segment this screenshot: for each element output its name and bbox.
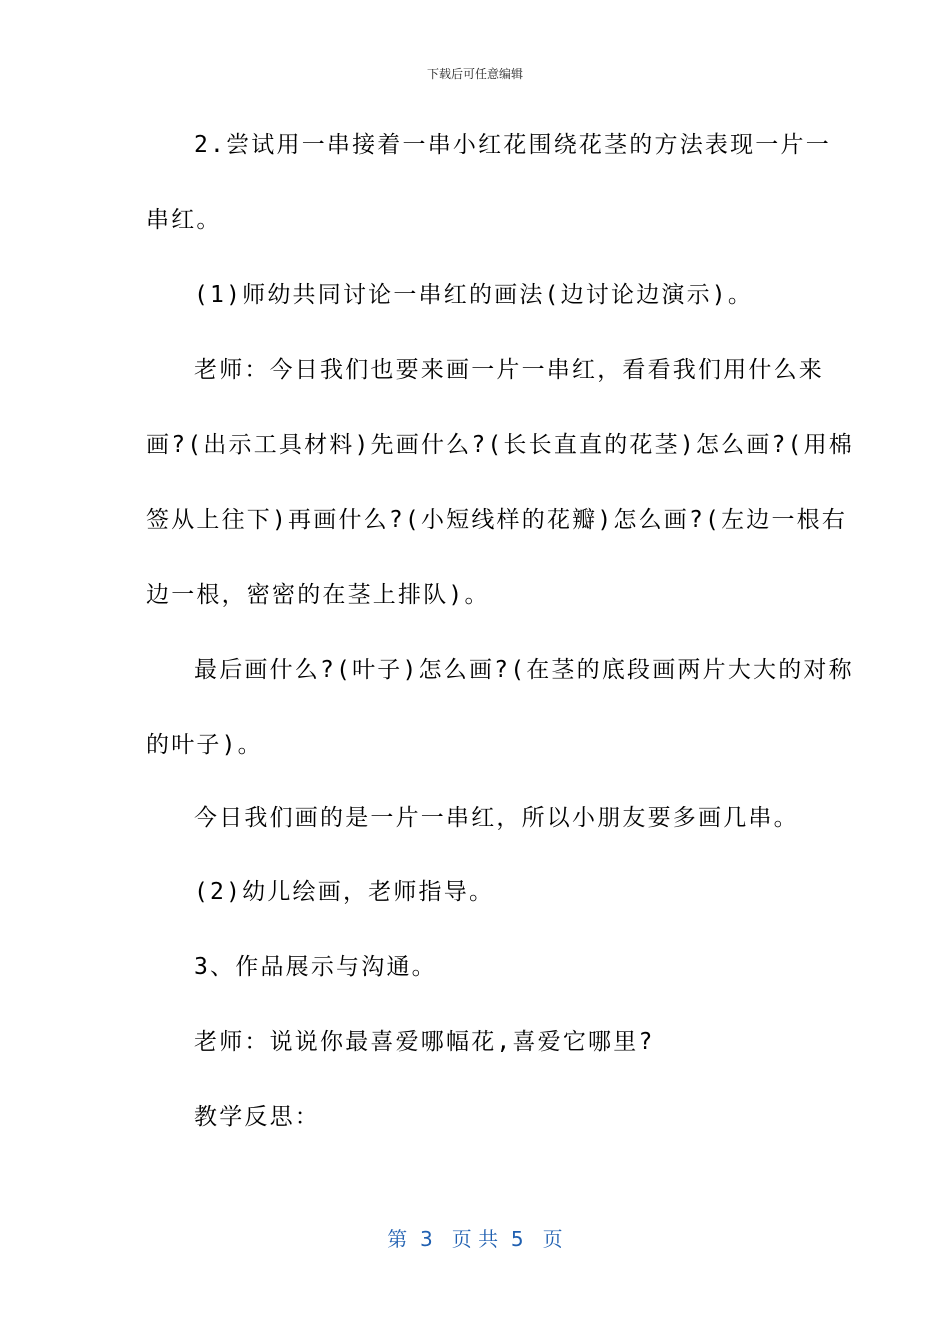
paragraph-line: 今日我们画的是一片一串红，所以小朋友要多画几串。 <box>194 805 799 831</box>
header-note: 下载后可任意编辑 <box>426 67 523 81</box>
paragraph-line: 签从上往下)再画什么?(小短线样的花瓣)怎么画?(左边一根右 <box>146 507 848 533</box>
paragraph-line: 老师：说说你最喜爱哪幅花,喜爱它哪里? <box>194 1029 655 1055</box>
paragraph-line: (1)师幼共同讨论一串红的画法(边讨论边演示)。 <box>194 282 754 308</box>
paragraph-line: 老师：今日我们也要来画一片一串红，看看我们用什么来 <box>194 357 824 383</box>
paragraph-line: 3、作品展示与沟通。 <box>194 954 437 980</box>
paragraph-line: 边一根，密密的在茎上排队)。 <box>146 582 490 608</box>
paragraph-line: (2)幼儿绘画，老师指导。 <box>194 879 495 905</box>
paragraph-line: 最后画什么?(叶子)怎么画?(在茎的底段画两片大大的对称 <box>194 657 854 683</box>
paragraph-line: 的叶子)。 <box>146 732 263 758</box>
paragraph-line: 2.尝试用一串接着一串小红花围绕花茎的方法表现一片一 <box>194 132 831 158</box>
paragraph-line: 教学反思： <box>194 1104 320 1130</box>
paragraph-line: 画?(出示工具材料)先画什么?(长长直直的花茎)怎么画?(用棉 <box>146 432 854 458</box>
page-number-footer: 第 3 页 共 5 页 <box>387 1227 563 1251</box>
paragraph-line: 串红。 <box>146 207 222 233</box>
